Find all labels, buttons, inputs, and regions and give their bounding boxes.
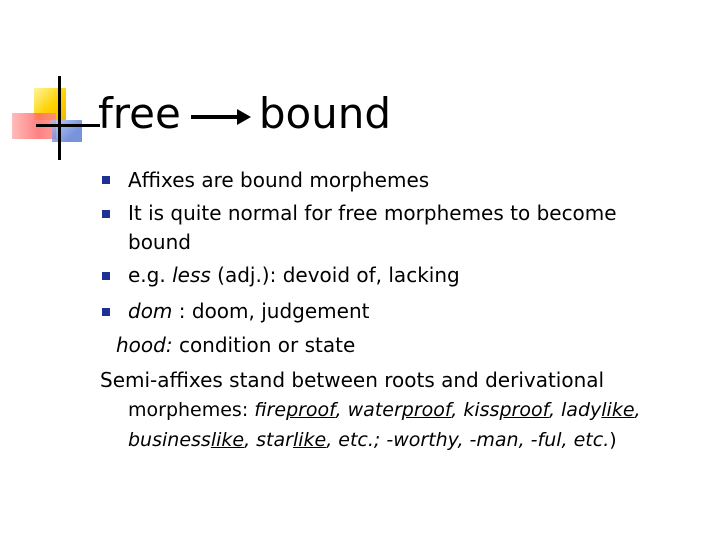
- bullet-item-1: [128, 164, 429, 196]
- bullet-item-2-continued: [128, 226, 191, 258]
- bullet-item-2: [128, 197, 617, 229]
- horizontal-rule: [36, 124, 100, 127]
- fireproof-affix: proof: [286, 399, 336, 421]
- semi-affix-line-3: [128, 424, 617, 456]
- title-free: free: [98, 89, 181, 138]
- suffix-examples: , etc.; -worthy, -man, -ful, etc.: [326, 429, 610, 451]
- semi-line1: Semi-affixes stand between roots and derivational: [100, 368, 605, 392]
- bullet-square-icon: [102, 308, 110, 316]
- example-businesslike: [128, 429, 609, 451]
- title-bound: bound: [258, 89, 392, 138]
- separator: ,: [548, 399, 562, 421]
- bullet-item-4: [128, 295, 369, 327]
- bullet-square-icon: [102, 210, 110, 218]
- starlike-affix: like: [292, 429, 327, 451]
- businesslike-root: business: [128, 429, 211, 451]
- bullet-3-italic: less: [172, 263, 211, 287]
- starlike-root: star: [256, 429, 293, 451]
- separator: ,: [634, 399, 641, 421]
- ladylike-affix: like: [601, 399, 635, 421]
- separator: ,: [451, 399, 464, 421]
- bullet-item-3: [128, 259, 460, 291]
- bullet-4-suffix: : doom, judgement: [172, 299, 370, 323]
- bullet-2-text-line1: It is quite normal for free morphemes to become: [128, 201, 617, 225]
- hood-text: condition or state: [172, 333, 356, 357]
- hood-line: [116, 329, 355, 361]
- waterproof-affix: proof: [401, 399, 452, 421]
- semi-affix-line-2: [128, 394, 641, 426]
- bullet-2-text-line2: bound: [128, 230, 191, 254]
- ladylike-root: lady: [561, 399, 602, 421]
- businesslike-affix: like: [210, 429, 245, 451]
- bullet-1-text: Affixes are bound morphemes: [128, 168, 430, 192]
- example-fireproof: [254, 399, 640, 421]
- waterproof-root: water: [347, 399, 402, 421]
- hood-italic: hood:: [116, 333, 173, 357]
- fireproof-root: fire: [254, 399, 287, 421]
- right-arrow-icon: [191, 107, 251, 127]
- corner-logo: [0, 0, 100, 170]
- slide-title: [98, 86, 391, 142]
- kissproof-affix: proof: [499, 399, 549, 421]
- bullet-3-prefix: e.g.: [128, 263, 173, 287]
- vertical-rule: [58, 76, 61, 160]
- bullet-square-icon: [102, 272, 110, 280]
- separator: ,: [335, 399, 348, 421]
- bullet-4-italic: dom: [128, 299, 173, 323]
- semi-line2-prefix: morphemes:: [128, 399, 255, 421]
- separator: ,: [244, 429, 257, 451]
- kissproof-root: kiss: [463, 399, 500, 421]
- closing-paren: ): [609, 429, 617, 451]
- bullet-3-suffix: (adj.): devoid of, lacking: [210, 263, 460, 287]
- bullet-square-icon: [102, 176, 110, 184]
- semi-affix-line-1: [100, 364, 604, 396]
